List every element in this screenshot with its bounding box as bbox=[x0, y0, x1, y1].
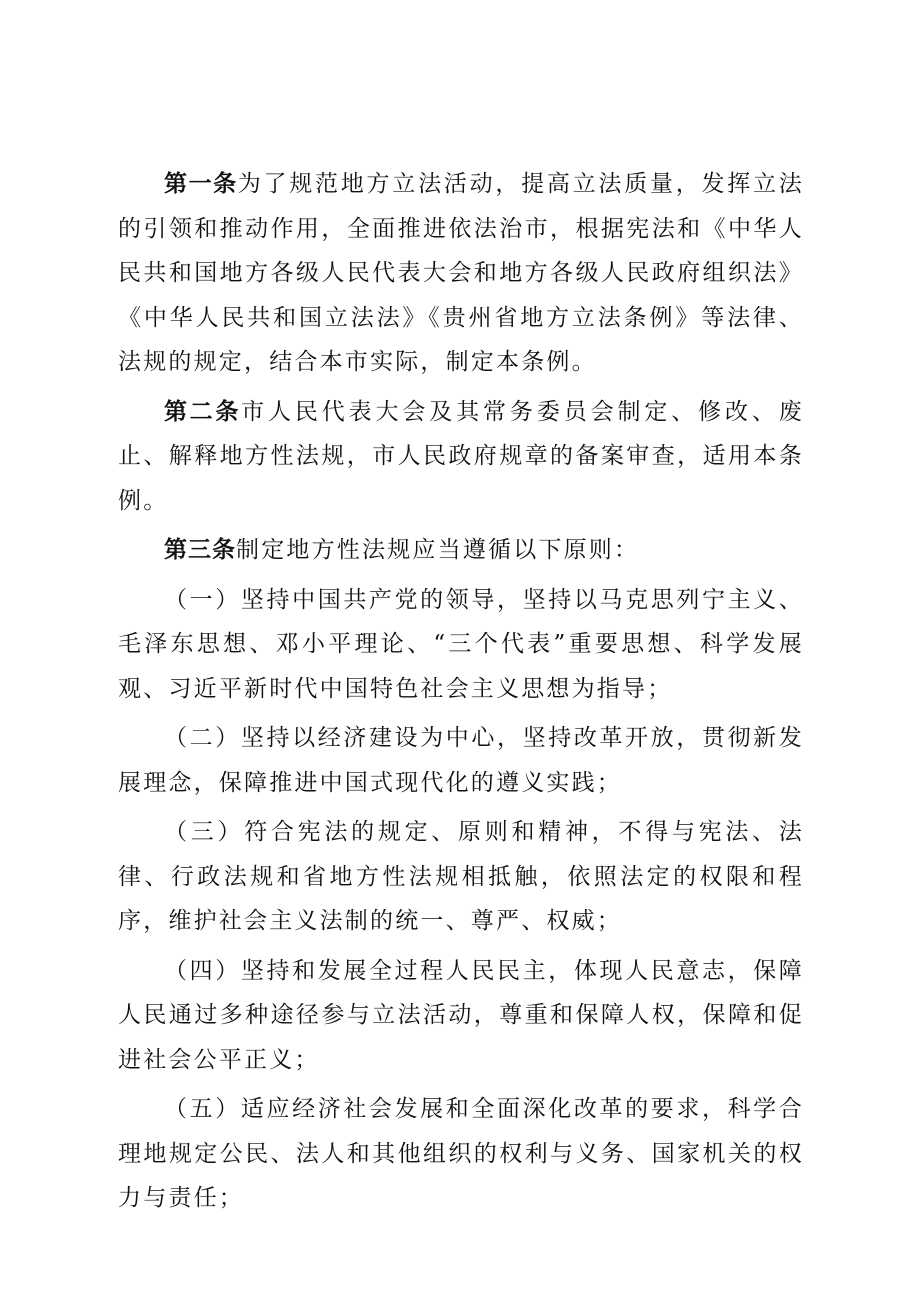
article-2-label: 第二条 bbox=[164, 398, 242, 425]
principle-item-1: （一）坚持中国共产党的领导，坚持以马克思列宁主义、毛泽东思想、邓小平理论、“三个代表”重要思想、科学发展观、习近平新时代中国特色社会主义思想为指导； bbox=[118, 586, 804, 702]
principle-item-2: （二）坚持以经济建设为中心，坚持改革开放，贯彻新发展理念，保障推进中国式现代化的遵义实践； bbox=[118, 725, 804, 796]
article-1-label: 第一条 bbox=[164, 171, 238, 197]
article-3 bbox=[118, 528, 804, 573]
article-3-label: 第三条 bbox=[164, 537, 236, 563]
article-2 bbox=[118, 390, 804, 524]
article-2-text: 市人民代表大会及其常务委员会制定、修改、废止、解释地方性法规，市人民政府规章的备案审查，适用本条例。 bbox=[118, 398, 804, 514]
principle-item-3: （三）符合宪法的规定、原则和精神，不得与宪法、法律、行政法规和省地方性法规相抵触，依照法定的权限和程序，维护社会主义法制的统一、尊严、权威； bbox=[118, 819, 804, 934]
article-1-text: 为了规范地方立法活动，提高立法质量，发挥立法的引领和推动作用，全面推进依法治市，根据宪法和《中华人民共和国地方各级人民代表大会和地方各级人民政府组织法》《中华人民共和国立法法》《贵州省地方立法条例》等法律、法规的规定，结合本市实际，制定本条例。 bbox=[118, 171, 804, 375]
principle-item-5: （五）适应经济社会发展和全面深化改革的要求，科学合理地规定公民、法人和其他组织的权利与义务、国家机关的权力与责任； bbox=[118, 1096, 804, 1211]
article-3-text: 制定地方性法规应当遵循以下原则： bbox=[236, 537, 640, 563]
document-body bbox=[118, 162, 804, 1226]
article-1 bbox=[118, 162, 804, 385]
principle-item-4: （四）坚持和发展全过程人民民主，体现人民意志，保障人民通过多种途径参与立法活动，尊重和保障人权，保障和促进社会公平正义； bbox=[118, 957, 804, 1073]
